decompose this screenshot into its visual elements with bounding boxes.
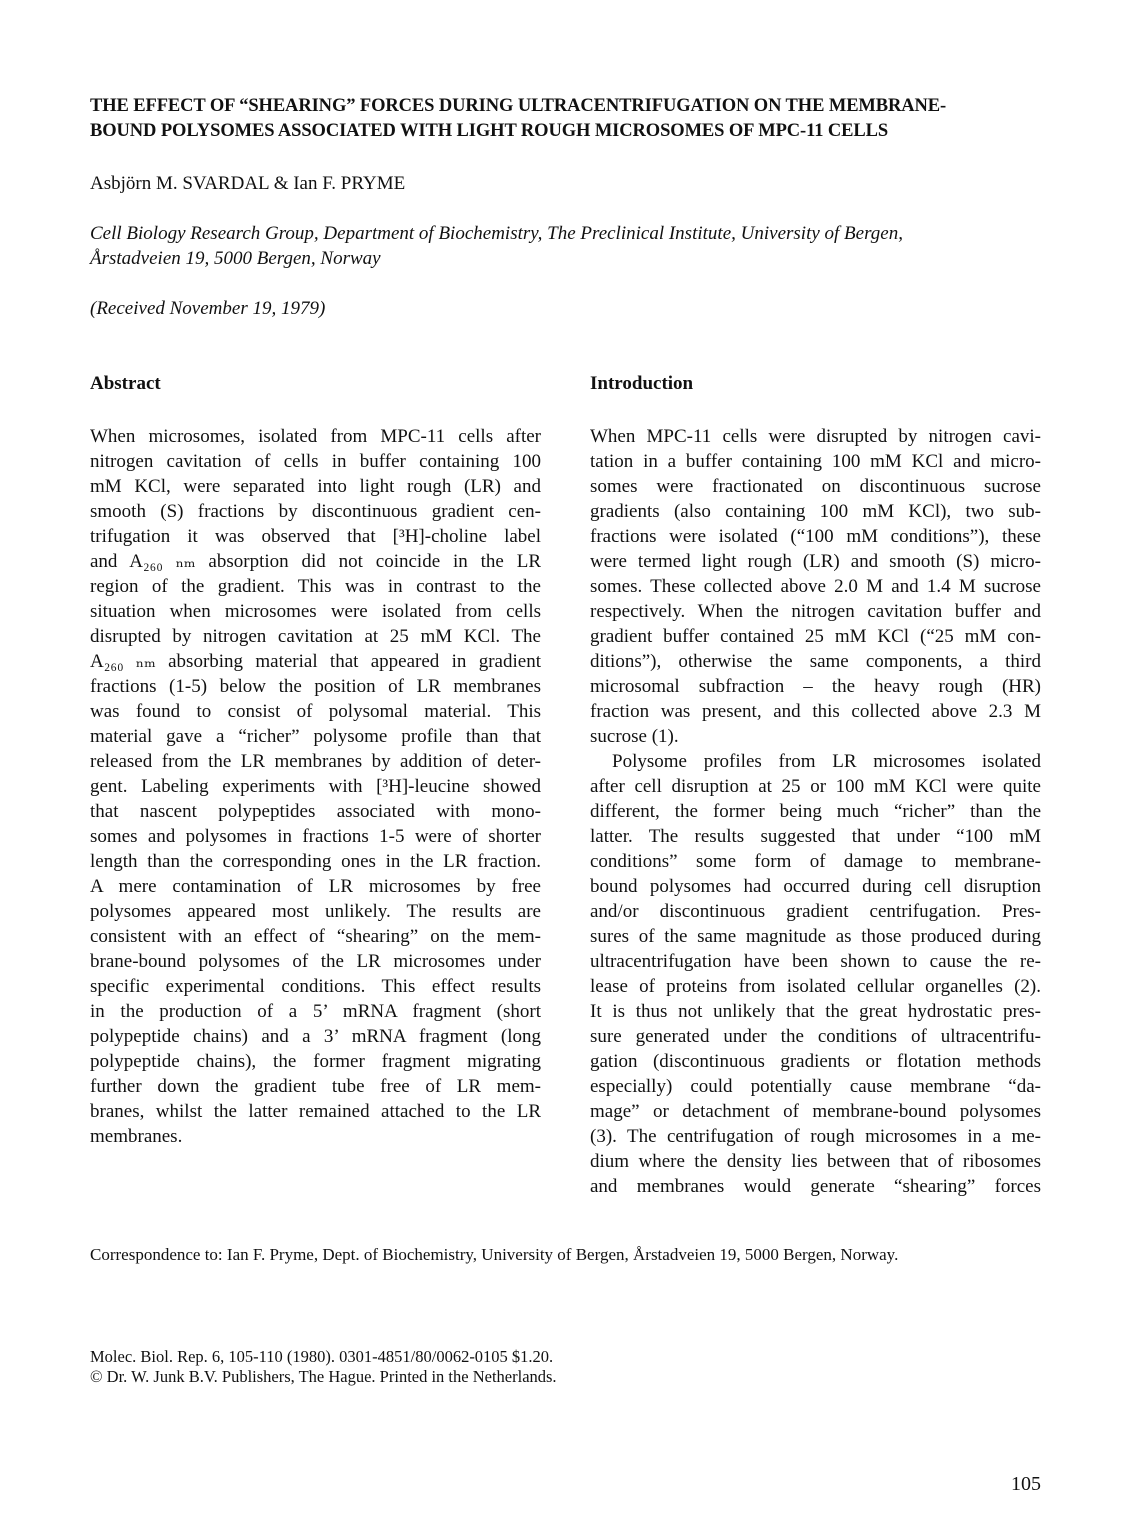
citation-line: Molec. Biol. Rep. 6, 105-110 (1980). 0301-4851/80/0062-0105 $1.20. bbox=[90, 1347, 554, 1366]
introduction-text-line: different, the former being much “richer” than the bbox=[590, 801, 1041, 822]
abstract-text-line: and A₂₆₀ ₙₘ absorption did not coincide in the LR bbox=[90, 551, 541, 572]
abstract-text-line: disrupted by nitrogen cavitation at 25 mM KCl. The bbox=[90, 626, 541, 647]
introduction-text-line: tation in a buffer containing 100 mM KCl and micro- bbox=[590, 451, 1041, 472]
introduction-text-line: gation (discontinuous gradients or flotation methods bbox=[590, 1051, 1041, 1072]
abstract-text-line: released from the LR membranes by addition of deter- bbox=[90, 751, 541, 772]
abstract-text-line: membranes. bbox=[90, 1126, 183, 1147]
abstract-text-line: situation when microsomes were isolated from cells bbox=[90, 601, 541, 622]
abstract-heading: Abstract bbox=[90, 373, 161, 394]
abstract-text-line: that nascent polypeptides associated with mono- bbox=[90, 801, 541, 822]
introduction-text-line: sucrose (1). bbox=[590, 726, 679, 747]
abstract-text-line: polypeptide chains) and a 3’ mRNA fragment (long bbox=[90, 1026, 541, 1047]
page-number: 105 bbox=[1011, 1473, 1041, 1495]
introduction-text-line: microsomal subfraction – the heavy rough (HR) bbox=[590, 676, 1041, 697]
abstract-text-line: was found to consist of polysomal material. This bbox=[90, 701, 541, 722]
affiliation-line: Årstadveien 19, 5000 Bergen, Norway bbox=[90, 248, 381, 269]
introduction-text-line: bound polysomes had occurred during cell disruption bbox=[590, 876, 1041, 897]
received-date: (Received November 19, 1979) bbox=[90, 298, 326, 319]
introduction-text-line: ditions”), otherwise the same components, a third bbox=[590, 651, 1041, 672]
abstract-text-line: smooth (S) fractions by discontinuous gradient cen- bbox=[90, 501, 541, 522]
abstract-text-line: branes, whilst the latter remained attached to the LR bbox=[90, 1101, 541, 1122]
introduction-text-line: after cell disruption at 25 or 100 mM KCl were quite bbox=[590, 776, 1041, 797]
affiliation-line: Cell Biology Research Group, Department of Biochemistry, The Preclinical Institute, University of Bergen, bbox=[90, 223, 903, 244]
introduction-text-line: especially) could potentially cause membrane “da- bbox=[590, 1076, 1041, 1097]
introduction-text-line: When MPC-11 cells were disrupted by nitrogen cavi- bbox=[590, 426, 1041, 447]
abstract-text-line: When microsomes, isolated from MPC-11 cells after bbox=[90, 426, 541, 447]
abstract-text-line: trifugation it was observed that [³H]-choline label bbox=[90, 526, 541, 547]
abstract-text-line: consistent with an effect of “shearing” on the mem- bbox=[90, 926, 541, 947]
introduction-heading: Introduction bbox=[590, 373, 694, 394]
abstract-text-line: length than the corresponding ones in the LR fraction. bbox=[90, 851, 541, 872]
introduction-text-line: gradients (also containing 100 mM KCl), two sub- bbox=[590, 501, 1041, 522]
introduction-text-line: Polysome profiles from LR microsomes isolated bbox=[612, 751, 1041, 772]
introduction-body bbox=[590, 424, 1041, 1199]
abstract-text-line: brane-bound polysomes of the LR microsomes under bbox=[90, 951, 541, 972]
abstract-text-line: mM KCl, were separated into light rough (LR) and bbox=[90, 476, 541, 497]
introduction-text-line: dium where the density lies between that of ribosomes bbox=[590, 1151, 1041, 1172]
abstract-text-line: gent. Labeling experiments with [³H]-leucine showed bbox=[90, 776, 541, 797]
abstract-text-line: A mere contamination of LR microsomes by free bbox=[90, 876, 541, 897]
introduction-text-line: mage” or detachment of membrane-bound polysomes bbox=[590, 1101, 1041, 1122]
abstract-text-line: polypeptide chains), the former fragment migrating bbox=[90, 1051, 541, 1072]
introduction-text-line: sures of the same magnitude as those produced during bbox=[590, 926, 1041, 947]
introduction-text-line: somes were fractionated on discontinuous sucrose bbox=[590, 476, 1041, 497]
abstract-text-line: specific experimental conditions. This effect results bbox=[90, 976, 541, 997]
abstract-text-line: somes and polysomes in fractions 1-5 were of shorter bbox=[90, 826, 541, 847]
introduction-text-line: fraction was present, and this collected above 2.3 M bbox=[590, 701, 1041, 722]
introduction-text-line: conditions” some form of damage to membrane- bbox=[590, 851, 1041, 872]
abstract-text-line: in the production of a 5’ mRNA fragment (short bbox=[90, 1001, 541, 1022]
abstract-text-line: A₂₆₀ ₙₘ absorbing material that appeared in gradient bbox=[90, 651, 541, 672]
introduction-text-line: latter. The results suggested that under “100 mM bbox=[590, 826, 1041, 847]
introduction-text-line: were termed light rough (LR) and smooth (S) micro- bbox=[590, 551, 1041, 572]
title-line: BOUND POLYSOMES ASSOCIATED WITH LIGHT ROUGH MICROSOMES OF MPC-11 CELLS bbox=[90, 121, 889, 141]
abstract-text-line: further down the gradient tube free of LR mem- bbox=[90, 1076, 541, 1097]
abstract-text-line: material gave a “richer” polysome profile than that bbox=[90, 726, 541, 747]
introduction-text-line: ultracentrifugation have been shown to cause the re- bbox=[590, 951, 1041, 972]
introduction-text-line: lease of proteins from isolated cellular organelles (2). bbox=[590, 976, 1041, 997]
introduction-text-line: gradient buffer contained 25 mM KCl (“25 mM con- bbox=[590, 626, 1041, 647]
introduction-text-line: It is thus not unlikely that the great hydrostatic pres- bbox=[590, 1001, 1041, 1022]
abstract-text-line: fractions (1-5) below the position of LR membranes bbox=[90, 676, 541, 697]
abstract-body bbox=[90, 424, 541, 1149]
citation-footer bbox=[90, 1347, 557, 1387]
introduction-text-line: (3). The centrifugation of rough microsomes in a me- bbox=[590, 1126, 1041, 1147]
introduction-text-line: and/or discontinuous gradient centrifugation. Pres- bbox=[590, 901, 1041, 922]
abstract-text-line: region of the gradient. This was in contrast to the bbox=[90, 576, 541, 597]
copyright-line: © Dr. W. Junk B.V. Publishers, The Hague. Printed in the Netherlands. bbox=[90, 1367, 557, 1386]
introduction-text-line: and membranes would generate “shearing” forces bbox=[590, 1176, 1041, 1197]
authors: Asbjörn M. SVARDAL & Ian F. PRYME bbox=[90, 173, 406, 194]
introduction-text-line: respectively. When the nitrogen cavitation buffer and bbox=[590, 601, 1041, 622]
affiliation bbox=[90, 221, 1045, 271]
article-title bbox=[90, 94, 1050, 144]
introduction-text-line: somes. These collected above 2.0 M and 1.4 M sucrose bbox=[590, 576, 1041, 597]
introduction-text-line: sure generated under the conditions of ultracentrifu- bbox=[590, 1026, 1041, 1047]
abstract-text-line: nitrogen cavitation of cells in buffer containing 100 bbox=[90, 451, 541, 472]
correspondence-note: Correspondence to: Ian F. Pryme, Dept. of Biochemistry, University of Bergen, Årstadveien 19, 5000 Bergen, Norway. bbox=[90, 1245, 899, 1264]
title-line: THE EFFECT OF “SHEARING” FORCES DURING ULTRACENTRIFUGATION ON THE MEMBRANE- bbox=[90, 96, 947, 116]
abstract-text-line: polysomes appeared most unlikely. The results are bbox=[90, 901, 541, 922]
introduction-text-line: fractions were isolated (“100 mM conditions”), these bbox=[590, 526, 1041, 547]
